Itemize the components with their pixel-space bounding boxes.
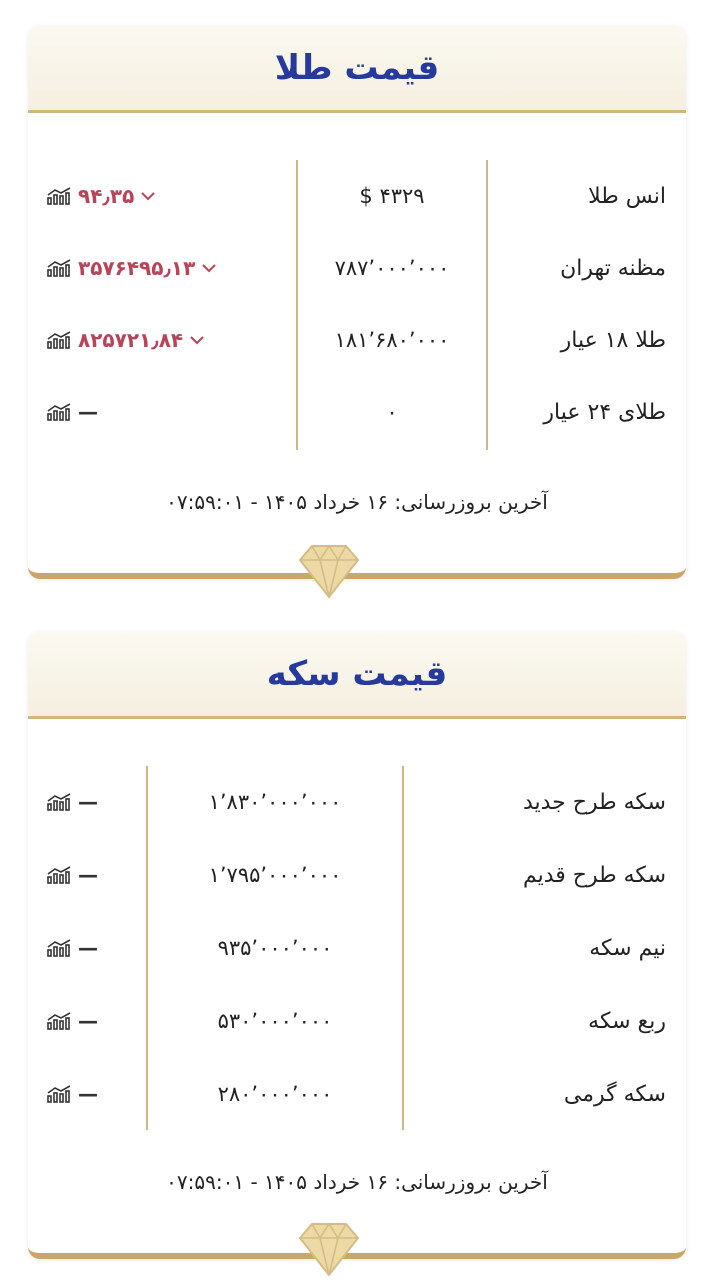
gold-card-header bbox=[28, 26, 686, 113]
item-name: طلا ۱۸ عیار bbox=[560, 327, 666, 353]
item-change bbox=[46, 376, 98, 448]
item-name: سکه طرح جدید bbox=[522, 789, 666, 815]
table-row bbox=[28, 232, 686, 304]
table-row bbox=[28, 376, 686, 448]
change-value: ۳۵۷۶۴۹۵٫۱۳ bbox=[78, 256, 196, 280]
item-price: ۷۸۷٬۰۰۰٬۰۰۰ bbox=[334, 256, 450, 280]
chart-bars-icon[interactable] bbox=[46, 258, 72, 278]
coin-price-card bbox=[28, 632, 686, 1259]
chart-bars-icon[interactable] bbox=[46, 792, 72, 812]
no-change: — bbox=[78, 790, 98, 814]
item-name: مظنه تهران bbox=[560, 255, 666, 281]
table-row bbox=[28, 912, 686, 984]
item-change bbox=[46, 912, 98, 984]
change-value: ۹۴٫۳۵ bbox=[78, 184, 135, 208]
item-price: ۱٬۷۹۵٬۰۰۰٬۰۰۰ bbox=[208, 863, 342, 887]
diamond-icon bbox=[298, 542, 360, 600]
table-row bbox=[28, 839, 686, 911]
item-change bbox=[46, 160, 156, 232]
table-row bbox=[28, 1058, 686, 1130]
chart-bars-icon[interactable] bbox=[46, 186, 72, 206]
item-name: انس طلا bbox=[588, 183, 666, 209]
item-name: ربع سکه bbox=[588, 1008, 666, 1034]
coin-price-table bbox=[28, 766, 686, 1130]
no-change: — bbox=[78, 1009, 98, 1033]
item-name: سکه گرمی bbox=[563, 1081, 666, 1107]
chart-bars-icon[interactable] bbox=[46, 865, 72, 885]
chart-bars-icon[interactable] bbox=[46, 330, 72, 350]
item-price: ۴۳۲۹ $ bbox=[359, 184, 425, 208]
chart-bars-icon[interactable] bbox=[46, 1084, 72, 1104]
item-change bbox=[46, 985, 98, 1057]
diamond-icon bbox=[298, 1220, 360, 1278]
table-row bbox=[28, 985, 686, 1057]
table-row bbox=[28, 766, 686, 838]
no-change: — bbox=[78, 1082, 98, 1106]
item-name: نیم سکه bbox=[589, 935, 666, 961]
no-change: — bbox=[78, 863, 98, 887]
chart-bars-icon[interactable] bbox=[46, 402, 72, 422]
last-updated: آخرین بروزرسانی: ۱۶ خرداد ۱۴۰۵ - ۰۷:۵۹:۰۱ bbox=[166, 490, 548, 514]
coin-card-title: قیمت سکه bbox=[266, 654, 448, 694]
item-change bbox=[46, 839, 98, 911]
no-change: — bbox=[78, 400, 98, 424]
item-name: سکه طرح قدیم bbox=[522, 862, 666, 888]
item-price: ۲۸۰٬۰۰۰٬۰۰۰ bbox=[217, 1082, 333, 1106]
item-change bbox=[46, 766, 98, 838]
item-change bbox=[46, 1058, 98, 1130]
item-change bbox=[46, 232, 217, 304]
change-value: ۸۲۵۷۲۱٫۸۴ bbox=[78, 328, 184, 352]
last-updated: آخرین بروزرسانی: ۱۶ خرداد ۱۴۰۵ - ۰۷:۵۹:۰۱ bbox=[166, 1170, 548, 1194]
item-change bbox=[46, 304, 205, 376]
item-name: طلای ۲۴ عیار bbox=[543, 399, 666, 425]
chevron-down-icon bbox=[140, 191, 156, 201]
chevron-down-icon bbox=[201, 263, 217, 273]
item-price: ۵۳۰٬۰۰۰٬۰۰۰ bbox=[217, 1009, 333, 1033]
gold-price-card bbox=[28, 26, 686, 579]
table-row bbox=[28, 160, 686, 232]
coin-card-header bbox=[28, 632, 686, 719]
no-change: — bbox=[78, 936, 98, 960]
item-price: ۱۸۱٬۶۸۰٬۰۰۰ bbox=[334, 328, 450, 352]
item-price: ۹۳۵٬۰۰۰٬۰۰۰ bbox=[217, 936, 333, 960]
chevron-down-icon bbox=[189, 335, 205, 345]
item-price: ۱٬۸۳۰٬۰۰۰٬۰۰۰ bbox=[208, 790, 342, 814]
gold-price-table bbox=[28, 160, 686, 450]
gold-card-title: قیمت طلا bbox=[274, 48, 440, 88]
chart-bars-icon[interactable] bbox=[46, 938, 72, 958]
chart-bars-icon[interactable] bbox=[46, 1011, 72, 1031]
item-price: ۰ bbox=[386, 400, 398, 424]
table-row bbox=[28, 304, 686, 376]
